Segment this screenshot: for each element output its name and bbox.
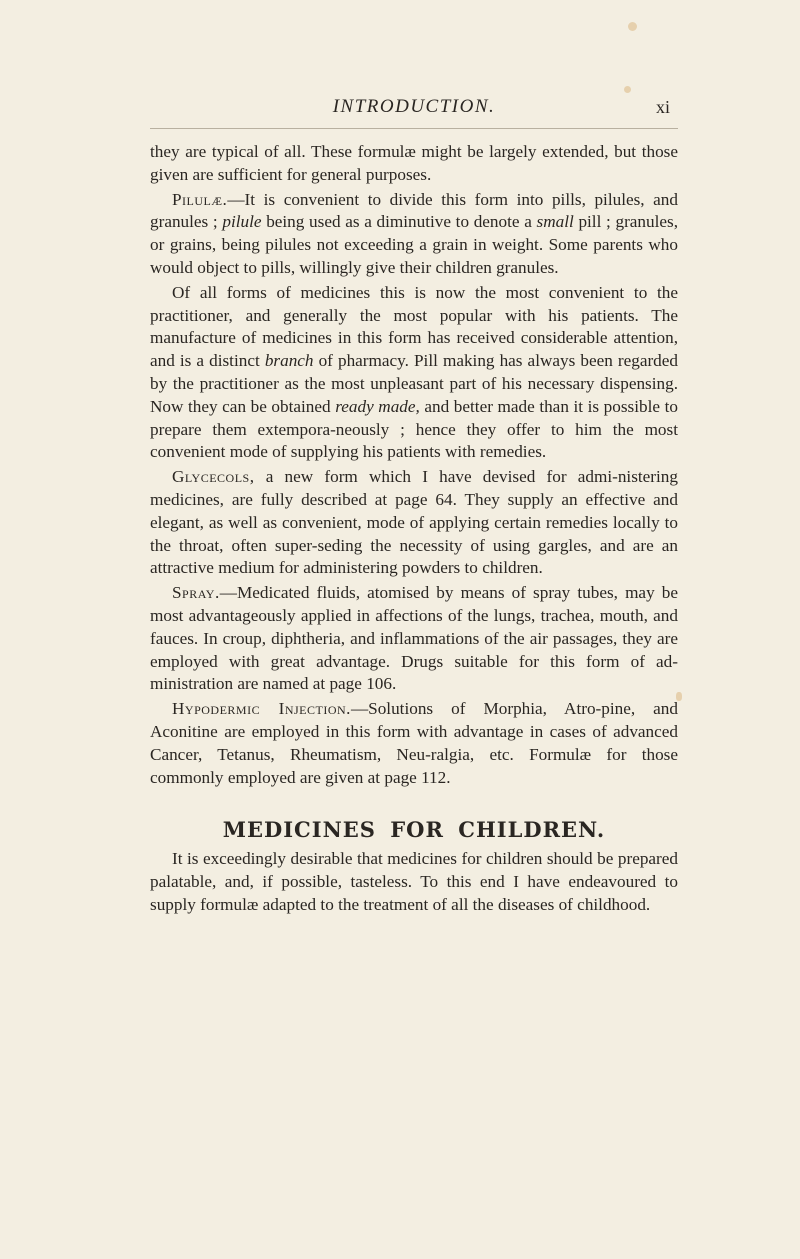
section-heading: MEDICINES FOR CHILDREN. bbox=[222, 817, 606, 843]
text-run: of pharmacy. Pill making has always been regarded by the practitioner as the most unpleasant part of his necessary dispensing. Now they can be obtained bbox=[150, 351, 678, 416]
running-title: INTRODUCTION. bbox=[332, 96, 496, 117]
paragraph-hypodermic bbox=[150, 698, 678, 789]
page-number: xi bbox=[655, 97, 670, 117]
italic-term: branch bbox=[264, 351, 314, 371]
text-run: Of all forms of medicines this is now the most convenient to the practitioner, and generally the most popular with his patients. The manufacture of medicines in this form has received considerable attention, and is a distinct bbox=[150, 282, 678, 371]
text-run: —Solutions of Morphia, Atro-pine, and Aconitine are employed in this form with advantage in cases of advanced Cancer, Tetanus, Rheumatism, Neu-ralgia, etc. Formulæ for those commonly employed are given at page 112. bbox=[150, 699, 678, 787]
text-run: pill ; granules, or grains, being pilules not exceeding a grain in weight. Some parents who would object to pills, willingly give their children granules. bbox=[150, 212, 679, 277]
paragraph-pilulae bbox=[150, 189, 678, 280]
italic-term: pilule bbox=[222, 212, 262, 232]
text-run: being used as a diminutive to denote a bbox=[261, 212, 537, 232]
italic-term: ready made, bbox=[335, 396, 420, 416]
glycecols-heading: Glycecols, bbox=[172, 467, 255, 487]
paragraph-glycecols bbox=[150, 466, 678, 580]
text-run: —It is convenient to divide this form into pills, pilules, and granules ; bbox=[150, 189, 678, 232]
book-page bbox=[150, 92, 678, 917]
paragraph-children: It is exceedingly desirable that medicines for children should be prepared palatable, and, if possible, tasteless. To this end I have endeavoured to supply formulæ adapted to the treatment of all the diseases of childhood. bbox=[150, 849, 678, 914]
hypodermic-heading: Hypodermic Injection. bbox=[172, 699, 351, 719]
text-run: and better made than it is possible to prepare them extempora-neously ; hence they offer to him the most convenient mode of supplying his patients with remedies. bbox=[150, 396, 678, 462]
text-run: —Medicated fluids, atomised by means of spray tubes, may be most advantageously applied in affections of the lungs, trachea, mouth, and fauces. In croup, diphtheria, and inflammations of the air passages, they are employed with great advantage. Drugs suitable for this form of ad-ministration are named at page 106. bbox=[150, 583, 678, 694]
paper-stain bbox=[628, 22, 637, 31]
paragraph-pill-forms bbox=[150, 282, 678, 464]
text-run: a new form which I have devised for admi-nistering medicines, are fully described at page 64. They supply an effective and elegant, as well as convenient, mode of applying certain remedies locally to the throat, often super-seding the necessity of using gargles, and are an attractive medium for administering powders to children. bbox=[150, 467, 678, 578]
running-head bbox=[150, 92, 678, 129]
paragraph-formulae: they are typical of all. These formulæ might be largely extended, but those given are sufficient for general purposes. bbox=[150, 142, 678, 184]
spray-heading: Spray. bbox=[172, 583, 220, 603]
pilulae-heading: Pilulæ. bbox=[172, 189, 228, 209]
italic-term: small bbox=[536, 212, 574, 232]
paragraph-spray bbox=[150, 582, 678, 696]
